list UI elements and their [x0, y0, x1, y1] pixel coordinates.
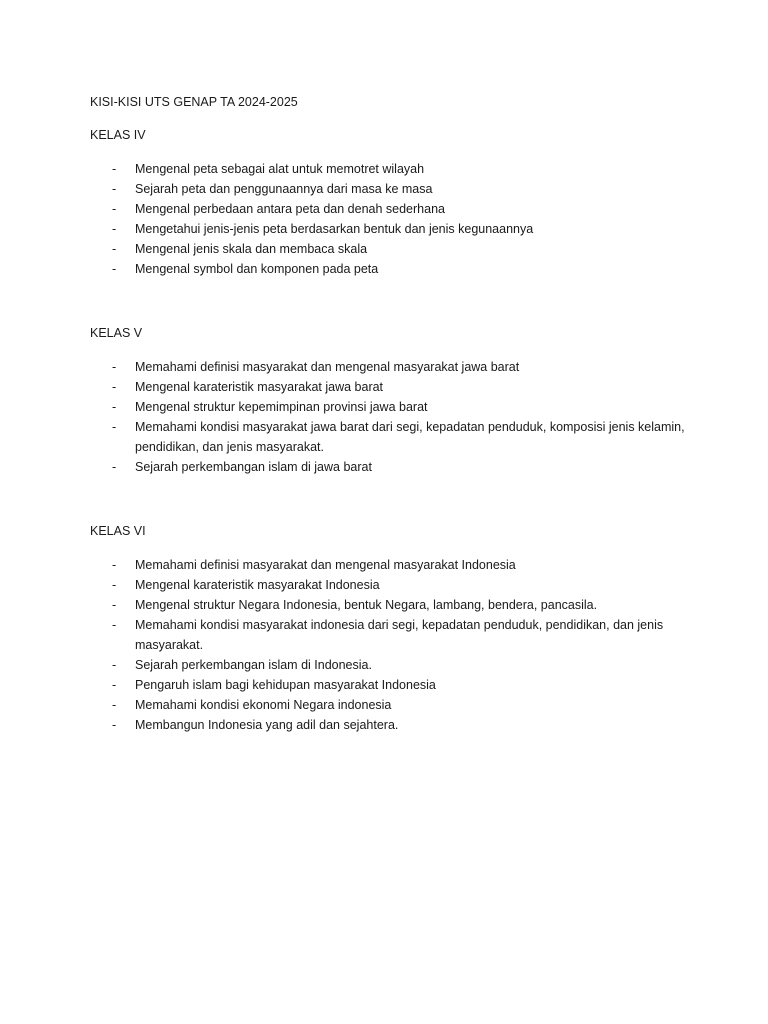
list-item [90, 179, 690, 199]
bullet-dash: - [112, 242, 117, 256]
bullet-dash: - [112, 400, 117, 414]
list-item-text: Mengetahui jenis-jenis peta berdasarkan bentuk dan jenis kegunaannya [135, 222, 534, 236]
bullet-dash: - [112, 360, 117, 374]
bullet-dash: - [112, 182, 117, 196]
list-item [90, 377, 690, 397]
bullet-dash: - [112, 222, 117, 236]
list-item-text: Mengenal perbedaan antara peta dan denah sederhana [135, 202, 445, 216]
section-heading: KELAS V [90, 326, 143, 340]
list-item [90, 259, 690, 279]
list-item [90, 675, 690, 695]
bullet-dash: - [112, 678, 117, 692]
list-item [90, 655, 690, 675]
list-item [90, 199, 690, 219]
list-item [90, 219, 690, 239]
list-item-text: Mengenal peta sebagai alat untuk memotret wilayah [135, 162, 425, 176]
bullet-dash: - [112, 380, 117, 394]
bullet-dash: - [112, 718, 117, 732]
bullet-dash: - [112, 598, 117, 612]
list-item-text: Memahami kondisi masyarakat jawa barat dari segi, kepadatan penduduk, komposisi jenis kelamin, pendidikan, dan jenis masyarakat. [135, 420, 685, 454]
section-kelas-iv [90, 125, 690, 279]
section-heading: KELAS IV [90, 128, 146, 142]
list-item [90, 457, 690, 477]
list-item-text: Sejarah peta dan penggunaannya dari masa ke masa [135, 182, 433, 196]
bullet-dash: - [112, 578, 117, 592]
bullet-dash: - [112, 262, 117, 276]
list-item [90, 239, 690, 259]
list-item-text: Sejarah perkembangan islam di jawa barat [135, 460, 372, 474]
section-kelas-v [90, 323, 690, 477]
section-heading: KELAS VI [90, 524, 146, 538]
list-item-text: Memahami definisi masyarakat dan mengenal masyarakat Indonesia [135, 558, 516, 572]
list-item-text: Sejarah perkembangan islam di Indonesia. [135, 658, 372, 672]
list-item-text: Memahami kondisi masyarakat indonesia dari segi, kepadatan penduduk, pendidikan, dan jenis masyarakat. [135, 618, 664, 652]
list-item-text: Mengenal jenis skala dan membaca skala [135, 242, 368, 256]
list-item [90, 715, 690, 735]
list-item [90, 595, 690, 615]
bullet-dash: - [112, 460, 117, 474]
list-item [90, 615, 690, 655]
list-item-text: Mengenal struktur kepemimpinan provinsi jawa barat [135, 400, 428, 414]
section-kelas-vi [90, 521, 690, 735]
list-item-text: Membangun Indonesia yang adil dan sejahtera. [135, 718, 399, 732]
list-item [90, 159, 690, 179]
list-item-text: Mengenal symbol dan komponen pada peta [135, 262, 379, 276]
objective-list [90, 555, 690, 735]
objective-list [90, 159, 690, 279]
document-title: KISI-KISI UTS GENAP TA 2024-2025 [90, 95, 298, 109]
objective-list [90, 357, 690, 477]
bullet-dash: - [112, 558, 117, 572]
bullet-dash: - [112, 420, 117, 434]
list-item [90, 417, 690, 457]
bullet-dash: - [112, 202, 117, 216]
list-item-text: Memahami definisi masyarakat dan mengenal masyarakat jawa barat [135, 360, 520, 374]
list-item [90, 555, 690, 575]
list-item-text: Mengenal karateristik masyarakat jawa barat [135, 380, 384, 394]
bullet-dash: - [112, 658, 117, 672]
list-item [90, 695, 690, 715]
list-item [90, 575, 690, 595]
list-item [90, 397, 690, 417]
bullet-dash: - [112, 618, 117, 632]
bullet-dash: - [112, 698, 117, 712]
list-item-text: Memahami kondisi ekonomi Negara indonesia [135, 698, 392, 712]
list-item [90, 357, 690, 377]
list-item-text: Mengenal struktur Negara Indonesia, bentuk Negara, lambang, bendera, pancasila. [135, 598, 598, 612]
list-item-text: Mengenal karateristik masyarakat Indonesia [135, 578, 380, 592]
list-item-text: Pengaruh islam bagi kehidupan masyarakat Indonesia [135, 678, 436, 692]
bullet-dash: - [112, 162, 117, 176]
